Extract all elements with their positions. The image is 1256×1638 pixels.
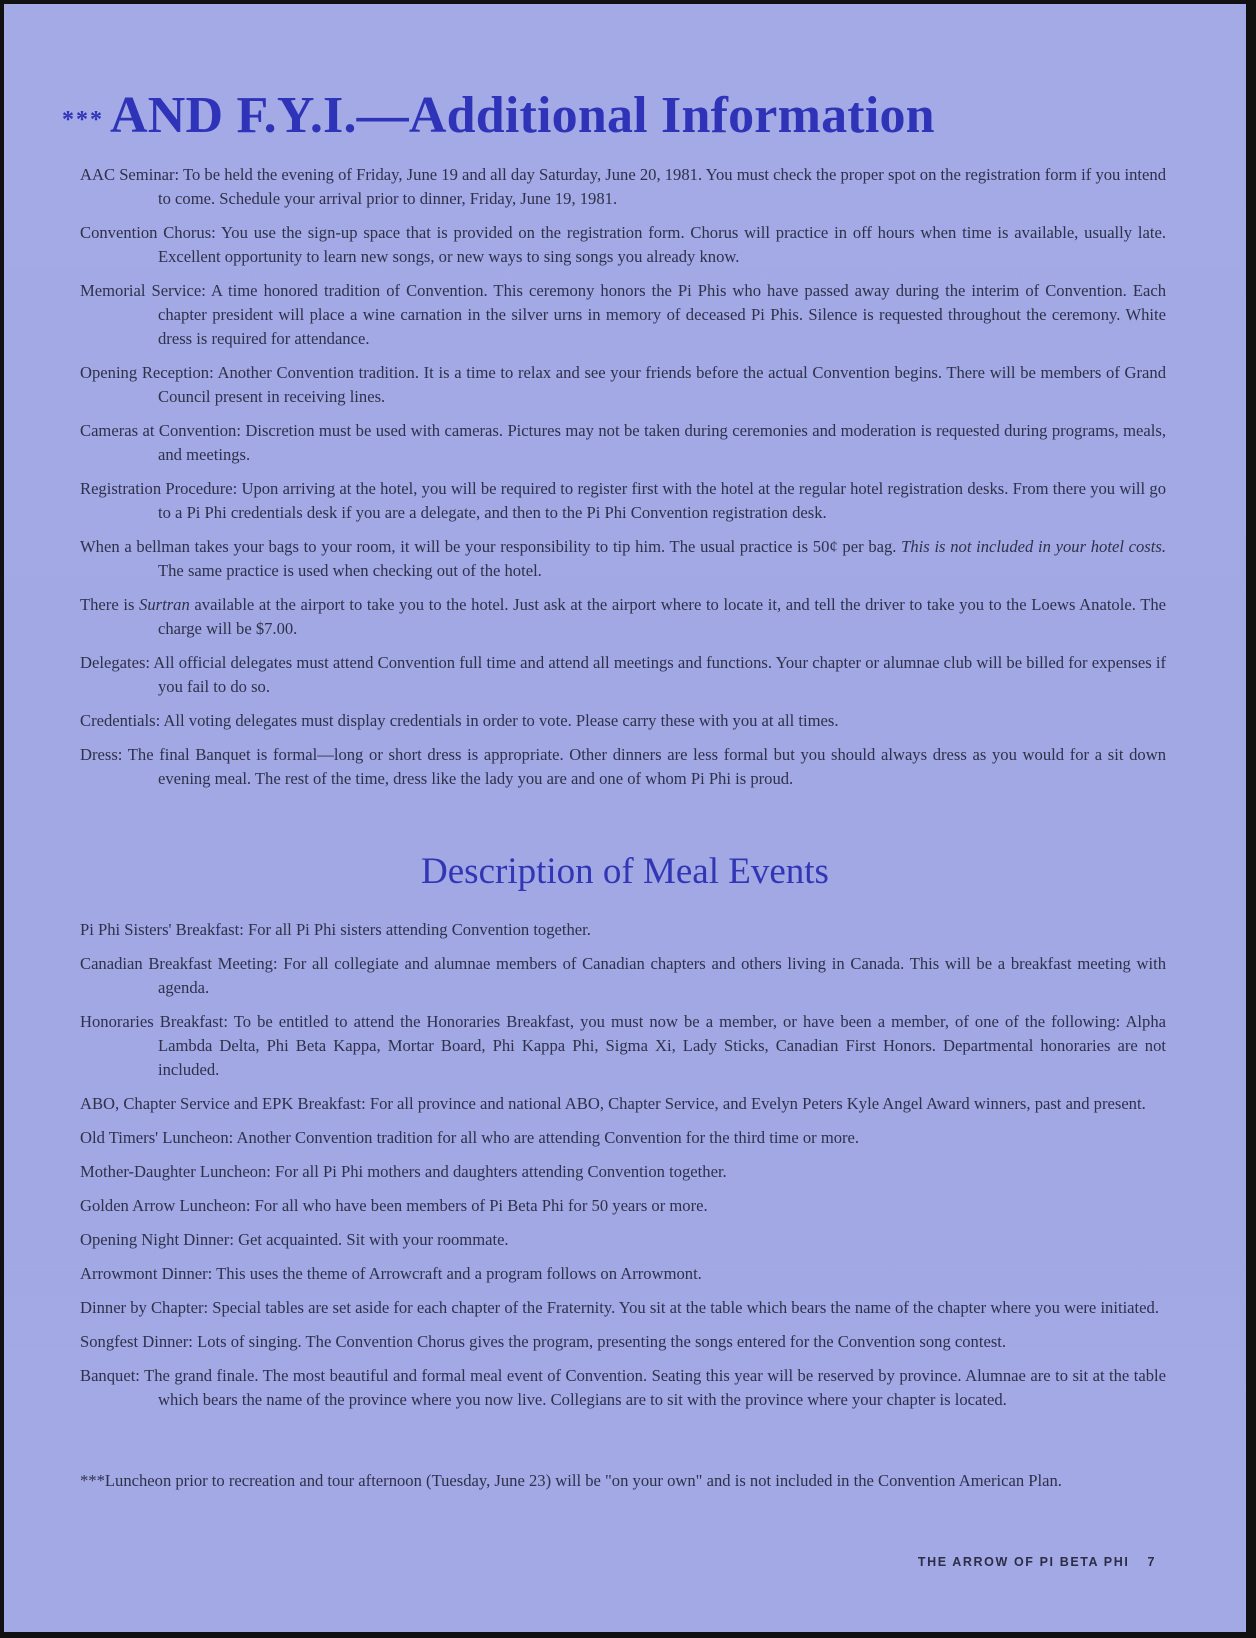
info-entry: Convention Chorus: You use the sign-up space that is provided on the registration form. Chorus will practice in off hours when time is available, usually late. Excellent opportunity to learn new songs, or new ways to sing songs you already know. — [80, 223, 1166, 266]
additional-info-list — [80, 163, 1166, 801]
entry-text: The same practice is used when checking out of the hotel. — [158, 561, 542, 580]
info-entry: Memorial Service: A time honored tradition of Convention. This ceremony honors the Pi Phis who have passed away during the interim of Convention. Each chapter president will place a wine carnation in the silver urns in memory of deceased Pi Phis. Silence is requested throughout the ceremony. White dress is required for attendance. — [80, 281, 1166, 348]
info-entry-bellman — [80, 535, 1166, 583]
publication-name: THE ARROW OF PI BETA PHI — [917, 1555, 1130, 1569]
meal-entry: Arrowmont Dinner: This uses the theme of Arrowcraft and a program follows on Arrowmont. — [80, 1264, 702, 1283]
info-entry-surtran — [80, 593, 1166, 641]
meal-entry: Opening Night Dinner: Get acquainted. Sit with your roommate. — [80, 1230, 509, 1249]
meal-entry: Songfest Dinner: Lots of singing. The Convention Chorus gives the program, presenting the songs entered for the Convention song contest. — [80, 1332, 1007, 1351]
title-stars: *** — [62, 106, 104, 133]
entry-text: There is — [80, 595, 140, 614]
meal-entry: Banquet: The grand finale. The most beautiful and formal meal event of Convention. Seating this year will be reserved by province. Alumnae are to sit at the table which bears the name of the province where you now live. Collegians are to sit with the province where your chapter is located. — [80, 1366, 1166, 1409]
info-entry: Cameras at Convention: Discretion must be used with cameras. Pictures may not be taken during ceremonies and moderation is requested during programs, meals, and meetings. — [80, 421, 1166, 464]
document-page — [4, 4, 1246, 1632]
info-entry: AAC Seminar: To be held the evening of Friday, June 19 and all day Saturday, June 20, 1981. You must check the proper spot on the registration form if you intend to come. Schedule your arrival prior to dinner, Friday, June 19, 1981. — [80, 165, 1166, 208]
meal-entry: Dinner by Chapter: Special tables are set aside for each chapter of the Fraternity. You sit at the table which bears the name of the chapter where you were initiated. — [80, 1298, 1159, 1317]
page-number: 7 — [1147, 1555, 1156, 1569]
info-entry: Opening Reception: Another Convention tradition. It is a time to relax and see your friends before the actual Convention begins. There will be members of Grand Council present in receiving lines. — [80, 363, 1166, 406]
entry-italic-text: This is not included in your hotel costs. — [901, 537, 1166, 556]
meal-entry: Mother-Daughter Luncheon: For all Pi Phi mothers and daughters attending Convention together. — [80, 1162, 727, 1181]
info-entry: Dress: The final Banquet is formal—long or short dress is appropriate. Other dinners are less formal but you should always dress as you would for a sit down evening meal. The rest of the time, dress like the lady you are and one of whom Pi Phi is proud. — [80, 745, 1166, 788]
page-title — [62, 86, 935, 145]
page-title-text: AND F.Y.I.—Additional Information — [110, 87, 935, 144]
page-footer — [918, 1555, 1156, 1569]
meal-entry: Old Timers' Luncheon: Another Convention tradition for all who are attending Convention for the third time or more. — [80, 1128, 860, 1147]
meal-entry: Canadian Breakfast Meeting: For all collegiate and alumnae members of Canadian chapters and others living in Canada. This will be a breakfast meeting with agenda. — [80, 954, 1166, 997]
meal-entry: ABO, Chapter Service and EPK Breakfast: For all province and national ABO, Chapter Service, and Evelyn Peters Kyle Angel Award winners, past and present. — [80, 1094, 1146, 1113]
entry-italic-text: Surtran — [139, 595, 190, 614]
meal-entry: Golden Arrow Luncheon: For all who have been members of Pi Beta Phi for 50 years or more. — [80, 1196, 708, 1215]
info-entry: Registration Procedure: Upon arriving at the hotel, you will be required to register first with the hotel at the regular hotel registration desks. From there you will go to a Pi Phi credentials desk if you are a delegate, and then to the Pi Phi Convention registration desk. — [80, 479, 1166, 522]
meal-events-list — [80, 918, 1166, 1422]
meal-entry: Pi Phi Sisters' Breakfast: For all Pi Phi sisters attending Convention together. — [80, 920, 591, 939]
info-entry: Delegates: All official delegates must attend Convention full time and attend all meetings and functions. Your chapter or alumnae club will be billed for expenses if you fail to do so. — [80, 653, 1166, 696]
entry-text: available at the airport to take you to the hotel. Just ask at the airport where to locate it, and tell the driver to take you to the Loews Anatole. The charge will be $7.00. — [158, 595, 1166, 638]
entry-text: When a bellman takes your bags to your room, it will be your responsibility to tip him. The usual practice is 50¢ per bag. — [80, 537, 902, 556]
section-title-meal-events: Description of Meal Events — [421, 851, 829, 892]
meal-entry: Honoraries Breakfast: To be entitled to attend the Honoraries Breakfast, you must now be a member, or have been a member, of one of the following: Alpha Lambda Delta, Phi Beta Kappa, Mortar Board, Phi Kappa Phi, Sigma Xi, Lady Sticks, Canadian First Honors. Departmental honoraries are not included. — [80, 1012, 1166, 1079]
info-entry: Credentials: All voting delegates must display credentials in order to vote. Please carry these with you at all times. — [80, 711, 839, 730]
footnote: ***Luncheon prior to recreation and tour afternoon (Tuesday, June 23) will be "on your own" and is not included in the Convention American Plan. — [80, 1471, 1062, 1490]
